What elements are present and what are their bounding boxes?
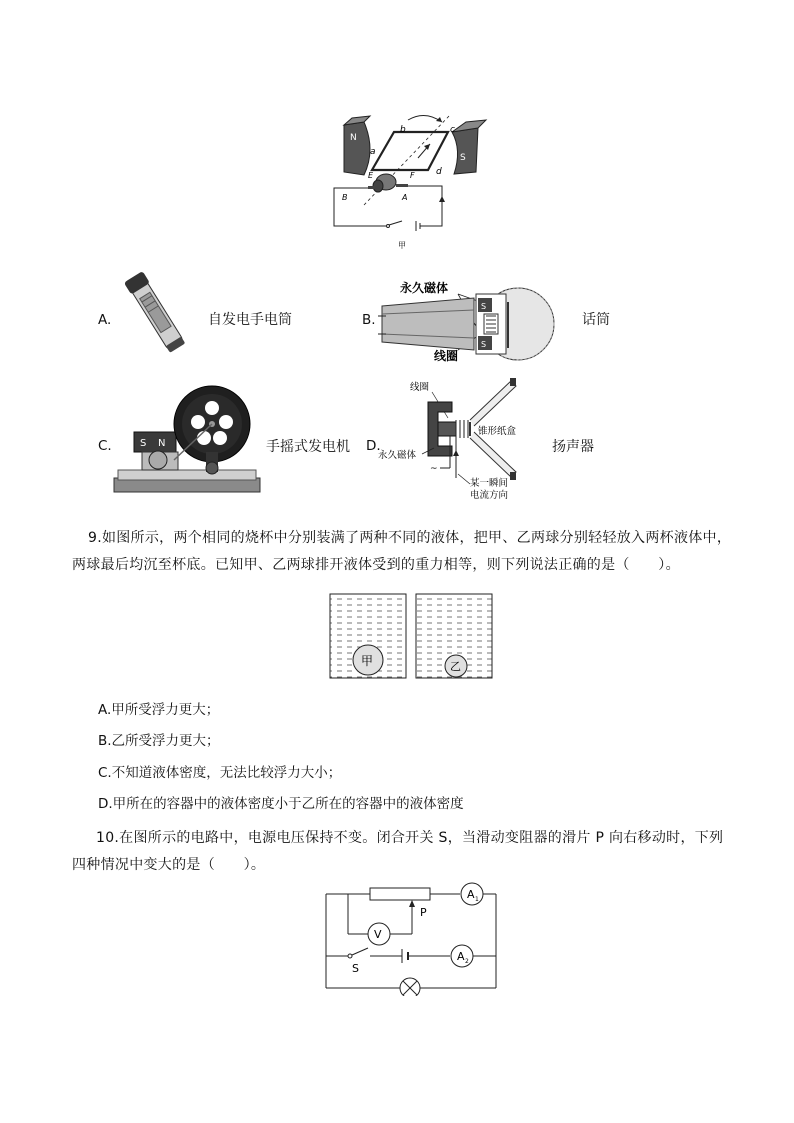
label-d: d: [436, 167, 442, 177]
figure-caption: 甲: [398, 241, 406, 250]
option-8d-caption: 扬声器: [552, 439, 594, 455]
question-9-text: 9.如图所示，两个相同的烧杯中分别装满了两种不同的液体，把甲、乙两球分别轻轻放入两杯液体中，两球最后均沉至杯底。已知甲、乙两球排开液体受到的重力相等，则下列说法正确的是（ ）。: [72, 530, 732, 573]
s-label: S: [460, 153, 466, 163]
spk-coil-label: 线圈: [410, 382, 430, 393]
mic-magnet-label: 永久磁体: [400, 281, 449, 295]
mic-coil-label: 线圈: [434, 349, 459, 363]
n-label: N: [350, 133, 357, 143]
option-8a-letter: A.: [98, 312, 112, 328]
rheostat: [370, 888, 430, 900]
label-e: E: [368, 171, 374, 180]
label-b: b: [400, 125, 406, 135]
beakers-diagram: [326, 590, 496, 682]
a2-label: A: [457, 950, 465, 963]
speaker-diagram: [378, 374, 528, 504]
q9-option-d: D.甲所在的容器中的液体密度小于乙所在的容器中的液体密度: [98, 796, 464, 812]
mic-s-top: S: [481, 302, 487, 311]
gen-s-label: S: [140, 438, 147, 449]
option-8c-letter: C.: [98, 438, 112, 454]
option-8c-caption: 手摇式发电机: [266, 439, 350, 455]
s-label: S: [352, 962, 359, 975]
generator-image: [112, 382, 262, 500]
spk-current-label-2: 电流方向: [470, 490, 509, 501]
p-label: P: [420, 906, 427, 919]
a1-sub: 1: [475, 896, 479, 903]
circuit-diagram: [322, 880, 502, 996]
n-magnet: [344, 122, 370, 175]
gen-n-label: N: [158, 438, 166, 449]
ball-jia-label: 甲: [361, 654, 374, 668]
option-8b-letter: B.: [362, 312, 376, 328]
ball-yi-label: 乙: [450, 660, 461, 673]
q9-option-c: C.不知道液体密度，无法比较浮力大小；: [98, 765, 342, 781]
coil-frame: [372, 132, 448, 170]
option-8a-caption: 自发电手电筒: [208, 312, 292, 328]
flashlight-image: [112, 268, 202, 363]
s-magnet: [452, 128, 478, 174]
lamp: [400, 978, 420, 996]
label-f: F: [410, 171, 415, 180]
label-bb: B: [342, 193, 348, 202]
option-8d-letter: D.: [366, 438, 381, 454]
label-aa: A: [402, 193, 408, 202]
label-a: a: [370, 147, 376, 157]
option-8b-caption: 话筒: [582, 312, 610, 328]
motor-diagram: [330, 110, 500, 255]
microphone-diagram: [378, 272, 578, 367]
a2-sub: 2: [465, 958, 469, 965]
label-c: c: [450, 125, 455, 135]
mic-s-bottom: S: [481, 340, 487, 349]
question-10-text: 10.在图所示的电路中，电源电压保持不变。闭合开关 S，当滑动变阻器的滑片 P 向右移动时，下列四种情况中变大的是（ ）。: [72, 830, 724, 873]
svg-text:~: ~: [430, 464, 438, 474]
spk-cone-label: 锥形纸盒: [478, 426, 517, 437]
spk-current-label-1: 某一瞬间: [470, 478, 509, 489]
a1-label: A: [467, 888, 475, 901]
q9-option-b: B.乙所受浮力更大；: [98, 733, 220, 749]
v-label: V: [374, 928, 382, 941]
q9-option-a: A.甲所受浮力更大；: [98, 702, 220, 718]
spk-magnet-label: 永久磁体: [378, 450, 417, 461]
